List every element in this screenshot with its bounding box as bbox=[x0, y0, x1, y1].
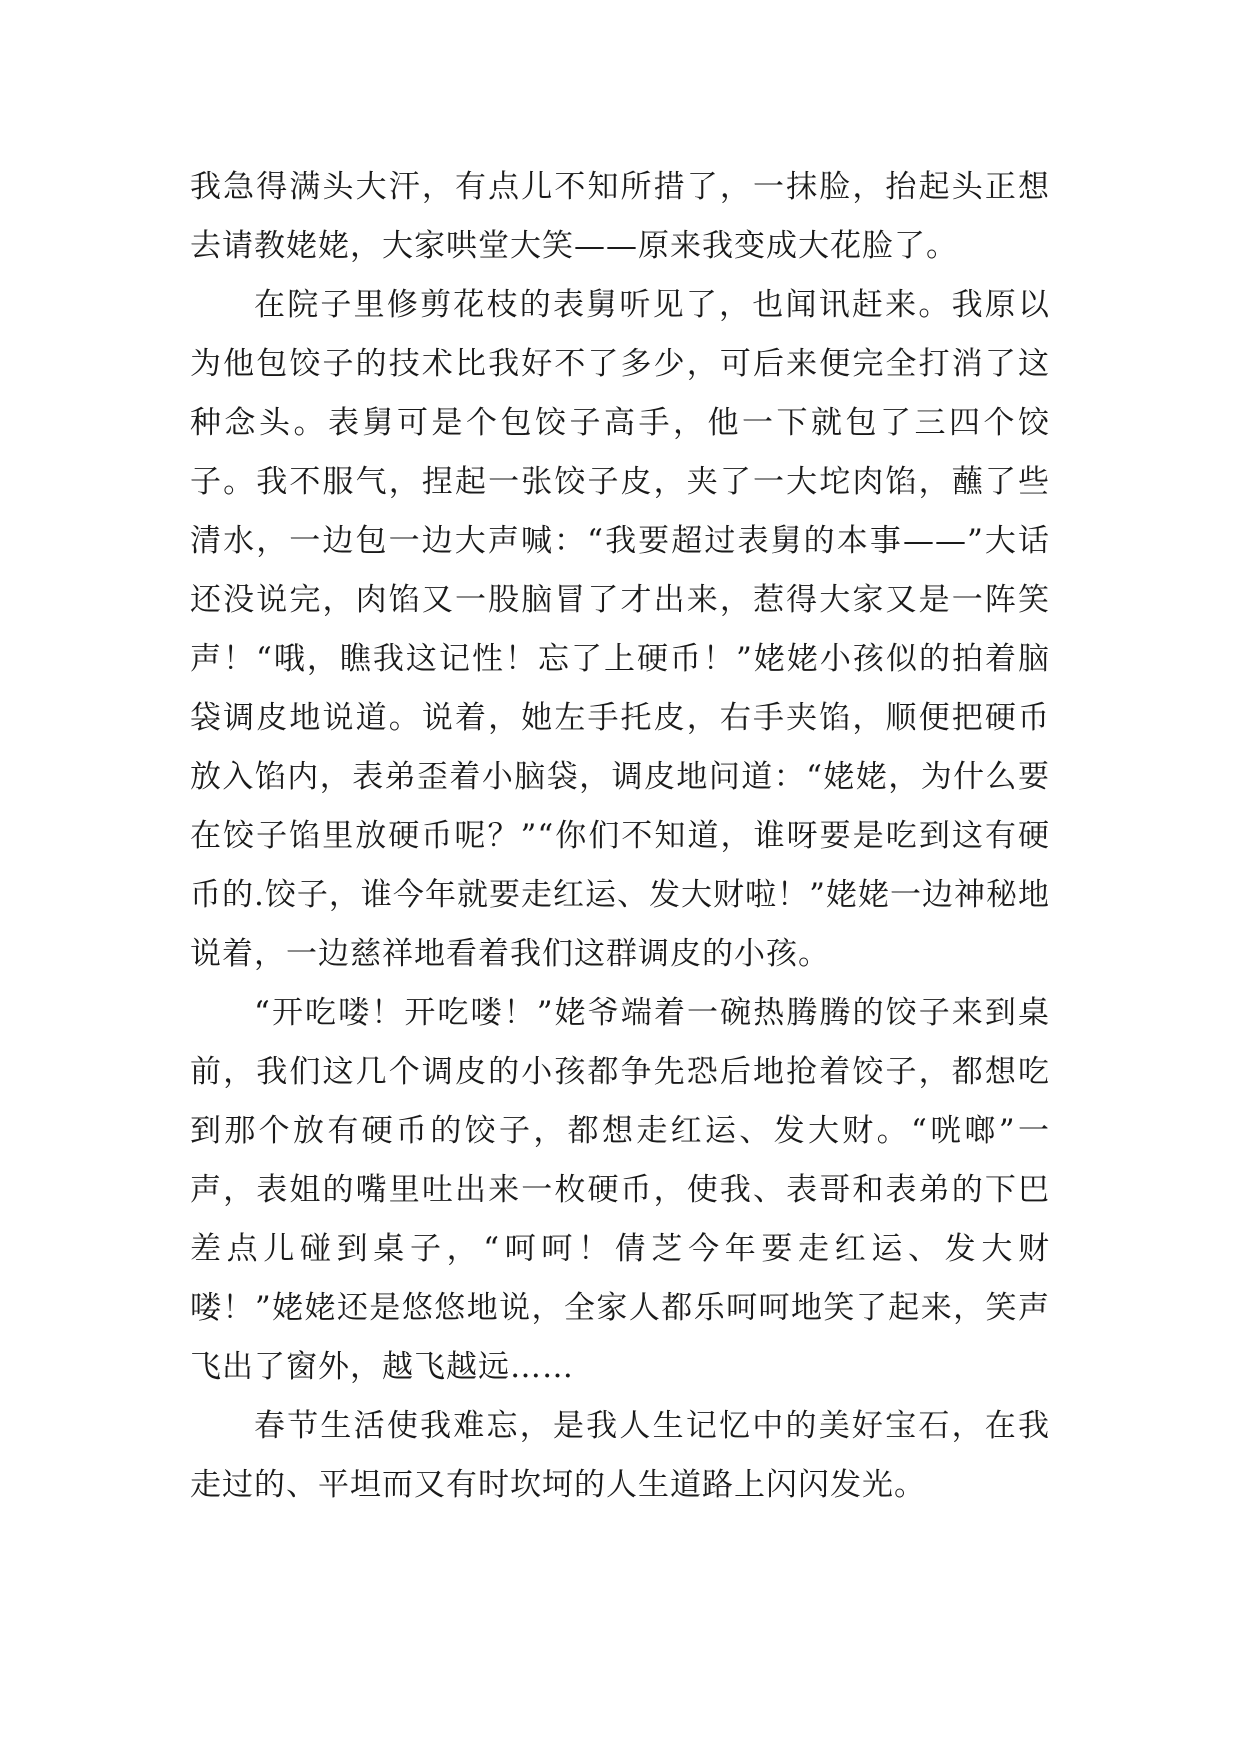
document-body bbox=[190, 158, 1050, 1515]
paragraph-1: 我急得满头大汗，有点儿不知所措了，一抹脸，抬起头正想去请教姥姥，大家哄堂大笑——原来我变成大花脸了。 bbox=[190, 169, 1050, 264]
paragraph-3: “开吃喽！开吃喽！”姥爷端着一碗热腾腾的饺子来到桌前，我们这几个调皮的小孩都争先恐后地抢着饺子，都想吃到那个放有硬币的饺子，都想走红运、发大财。“咣啷”一声，表姐的嘴里吐出来一枚硬币，使我、表哥和表弟的下巴差点儿碰到桌子，“呵呵！倩芝今年要走红运、发大财喽！”姥姥还是悠悠地说，全家人都乐呵呵地笑了起来，笑声飞出了窗外，越飞越远…… bbox=[190, 995, 1050, 1385]
paragraph-2: 在院子里修剪花枝的表舅听见了，也闻讯赶来。我原以为他包饺子的技术比我好不了多少，可后来便完全打消了这种念头。表舅可是个包饺子高手，他一下就包了三四个饺子。我不服气，捏起一张饺子皮，夹了一大坨肉馅，蘸了些清水，一边包一边大声喊：“我要超过表舅的本事——”大话还没说完，肉馅又一股脑冒了才出来，惹得大家又是一阵笑声！“哦，瞧我这记性！忘了上硬币！”姥姥小孩似的拍着脑袋调皮地说道。说着，她左手托皮，右手夹馅，顺便把硬币放入馅内，表弟歪着小脑袋，调皮地问道：“姥姥，为什么要在饺子馅里放硬币呢？”“你们不知道，谁呀要是吃到这有硬币的.饺子，谁今年就要走红运、发大财啦！”姥姥一边神秘地说着，一边慈祥地看着我们这群调皮的小孩。 bbox=[190, 287, 1050, 972]
paragraph-4: 春节生活使我难忘，是我人生记忆中的美好宝石，在我走过的、平坦而又有时坎坷的人生道路上闪闪发光。 bbox=[190, 1408, 1050, 1503]
